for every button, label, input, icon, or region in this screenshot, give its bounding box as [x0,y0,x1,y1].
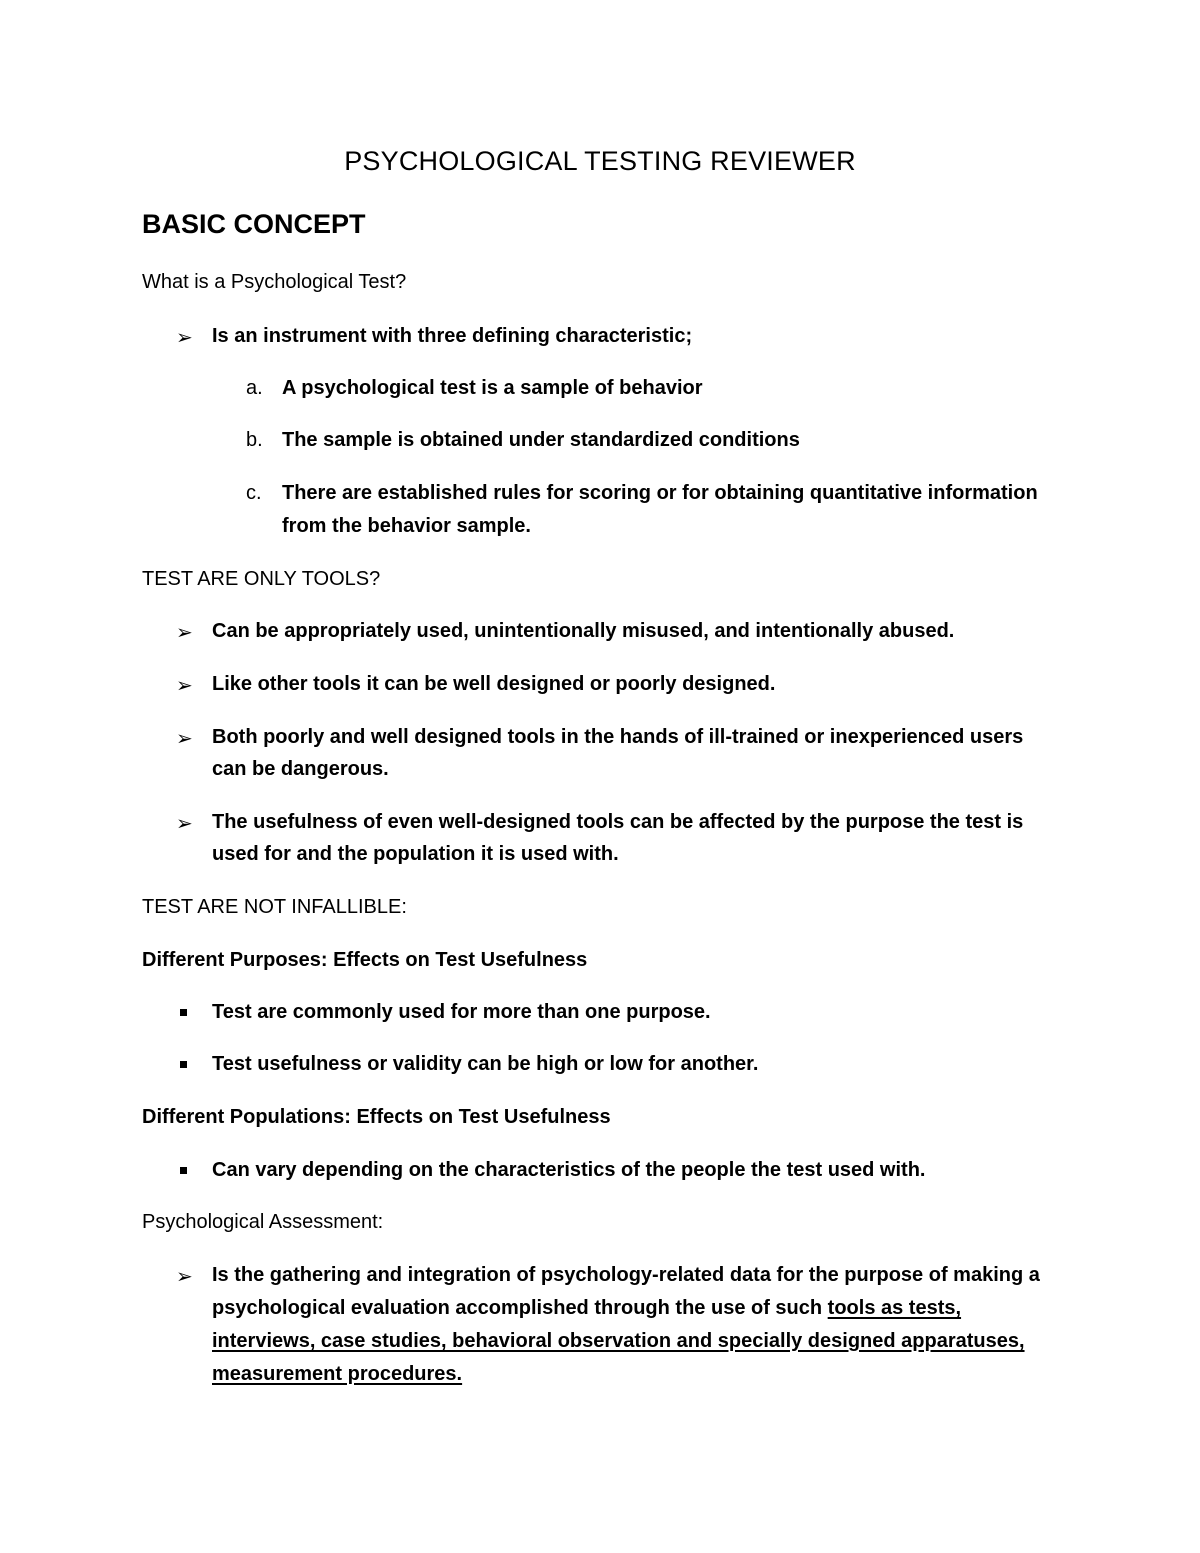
section-label-assessment: Psychological Assessment: [142,1211,384,1233]
list-letter: a. [246,377,263,399]
arrow-bullet-icon: ➢ [176,728,193,750]
list-item-continuation: from the behavior sample. [282,515,531,537]
bullet-text: Is an instrument with three defining characteristic; [212,325,693,347]
square-bullet-icon [180,1167,187,1174]
document-title: PSYCHOLOGICAL TESTING REVIEWER [344,146,856,176]
arrow-bullet-icon: ➢ [176,622,193,644]
list-letter: c. [246,482,262,504]
question-label: What is a Psychological Test? [142,271,407,293]
bullet-text: Test usefulness or validity can be high or low for another. [212,1053,759,1075]
bullet-text-continuation: can be dangerous. [212,758,389,780]
arrow-bullet-icon: ➢ [176,327,193,349]
section-label-infallible: TEST ARE NOT INFALLIBLE: [142,896,407,918]
bullet-text-plain: psychological evaluation accomplished through the use of such [212,1297,828,1319]
list-item: A psychological test is a sample of behavior [282,377,703,399]
bullet-text: Can be appropriately used, unintentionally misused, and intentionally abused. [212,620,955,642]
subsection-label-purposes: Different Purposes: Effects on Test Usefulness [142,949,588,971]
section-heading-basic-concept: BASIC CONCEPT [142,209,366,239]
list-letter: b. [246,429,263,451]
underlined-text: measurement procedures. [212,1363,463,1385]
bullet-text: Like other tools it can be well designed or poorly designed. [212,673,776,695]
square-bullet-icon [180,1061,187,1068]
arrow-bullet-icon: ➢ [176,1266,193,1288]
bullet-text: Test are commonly used for more than one purpose. [212,1001,711,1023]
section-label-tools: TEST ARE ONLY TOOLS? [142,568,381,590]
bullet-text: Is the gathering and integration of psychology-related data for the purpose of making a [212,1264,1040,1286]
arrow-bullet-icon: ➢ [176,675,193,697]
underlined-text: interviews, case studies, behavioral observation and specially designed apparatuses, [212,1330,1025,1352]
bullet-text: Both poorly and well designed tools in the hands of ill-trained or inexperienced users [212,726,1024,748]
arrow-bullet-icon: ➢ [176,813,193,835]
bullet-text: Can vary depending on the characteristics of the people the test used with. [212,1159,926,1181]
list-item: The sample is obtained under standardized conditions [282,429,800,451]
underlined-text: tools as tests, [827,1297,962,1319]
bullet-text: The usefulness of even well-designed tools can be affected by the purpose the test is [212,811,1024,833]
bullet-text-continuation [212,1297,961,1320]
bullet-text-continuation: used for and the population it is used with. [212,843,619,865]
list-item: There are established rules for scoring or for obtaining quantitative information [282,482,1038,504]
square-bullet-icon [180,1009,187,1016]
subsection-label-populations: Different Populations: Effects on Test Usefulness [142,1106,611,1128]
